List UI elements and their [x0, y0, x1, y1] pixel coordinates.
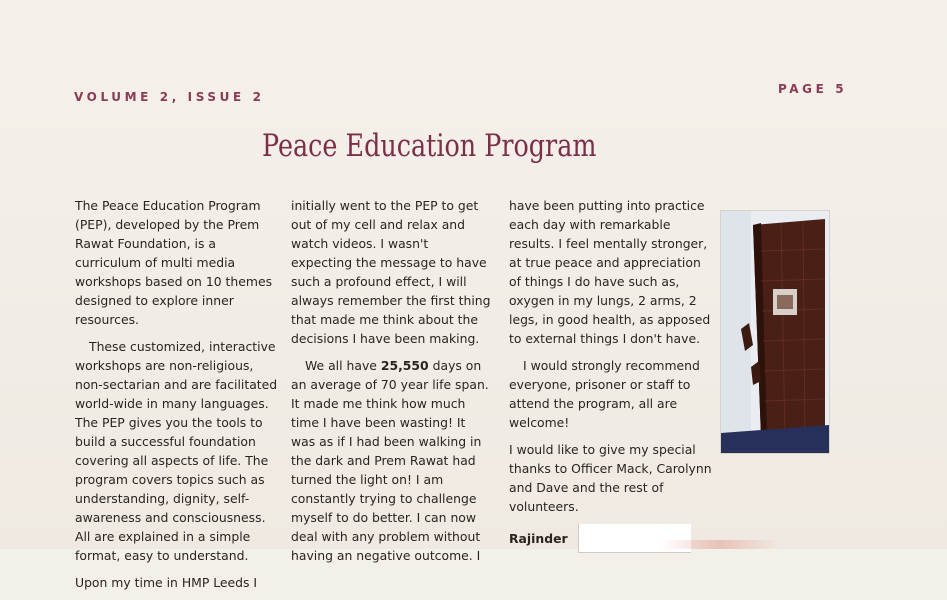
paragraph: initially went to the PEP to get out of my cell and relax and watch videos. I wasn't expecting the message to have such a profound effect, I will always remember the first thing that made me think about the decisions I have been making. — [291, 198, 491, 346]
page-number: PAGE 5 — [778, 82, 848, 96]
text-run: days on an average of 70 year life span. It made me think how much time I have been wasting! It was as if I had been walking in the dark and Prem Rawat had turned the light on! I am constantly trying to challenge myself to do better. I can now deal with any problem without having an negative outcome. I — [291, 358, 489, 563]
volume-issue-label: VOLUME 2, ISSUE 2 — [74, 90, 265, 104]
cell-door-illustration — [721, 211, 829, 453]
signature-name: Rajinder — [509, 531, 568, 546]
article-title: Peace Education Program — [262, 128, 597, 164]
paragraph: These customized, interactive workshops are non-religious, non-sectarian and are facilitated world-wide in many languages. The PEP gives you the tools to build a successful foundation covering all aspects of life. The program covers topics such as understanding, dignity, self-awareness and consciousness. All are explained in a simple format, easy to understand. — [75, 339, 278, 563]
text-run: We all have — [305, 358, 381, 373]
paragraph — [291, 356, 491, 565]
article-column-3 — [509, 196, 712, 553]
paragraph: The Peace Education Program (PEP), developed by the Prem Rawat Foundation, is a curriculum of multi media workshops based on 10 themes designed to explore inner resources. — [75, 198, 273, 327]
article-column-1 — [75, 196, 280, 600]
article-column-2 — [291, 196, 491, 573]
paragraph: I would like to give my special thanks to Officer Mack, Carolynn and Dave and the rest of volunteers. — [509, 442, 712, 514]
prison-cell-door-image — [720, 210, 830, 454]
paragraph: I would strongly recommend everyone, prisoner or staff to attend the program, all are welcome! — [509, 358, 700, 430]
days-count: 25,550 — [380, 358, 429, 373]
paragraph: have been putting into practice each day with remarkable results. I feel mentally stronger, at true peace and appreciation of things I do have such as, oxygen in my lungs, 2 arms, 2 legs, in good health, as apposed to external things I don't have. — [509, 198, 711, 346]
paragraph: Upon my time in HMP Leeds I — [75, 575, 258, 590]
page-edge-shadow — [660, 540, 780, 549]
